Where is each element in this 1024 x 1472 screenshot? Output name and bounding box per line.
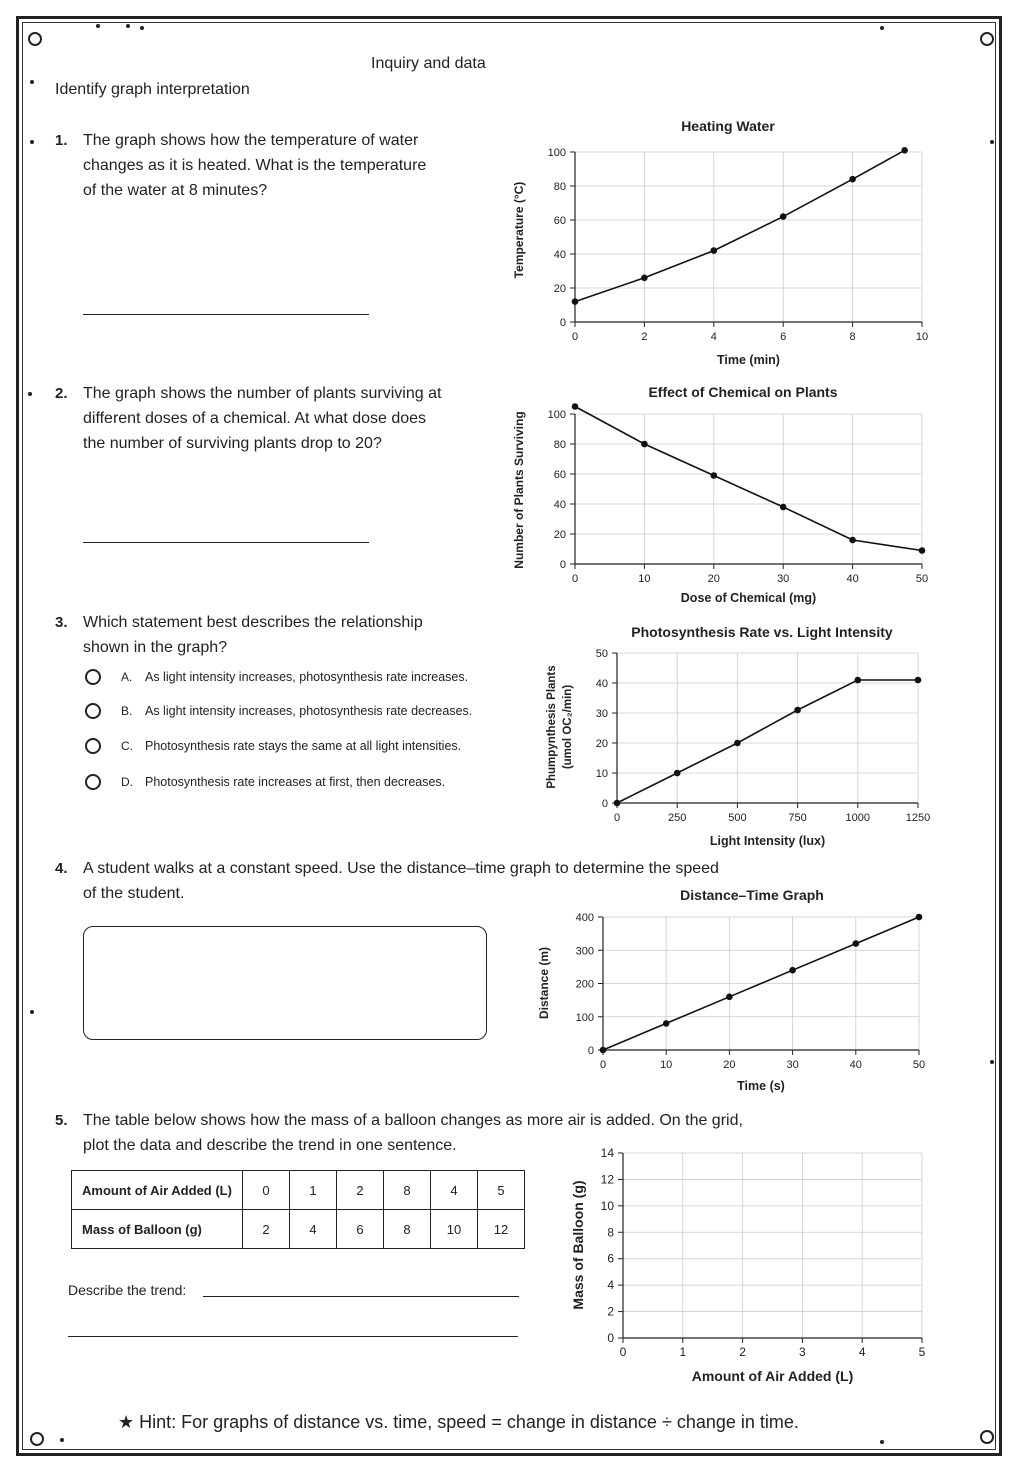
distance-time-x-tick-label: 40 [849,1059,862,1071]
heating-water-chart-title: Heating Water [681,118,775,134]
chemical-effect-x-tick-label: 20 [707,573,720,585]
heating-water-x-axis-label: Time (min) [717,353,780,367]
heating-water-y-tick-label: 0 [559,317,566,329]
border-dot [30,140,34,144]
chemical-effect-x-tick-label: 10 [638,573,651,585]
border-dot [60,1438,64,1442]
question-line: shown in the graph? [83,639,228,656]
table-cell: 10 [431,1210,478,1249]
row-header: Amount of Air Added (L) [72,1171,243,1210]
table-row [72,1210,525,1249]
question-line: A student walks at a constant speed. Use the distance–time graph to determine the speed [83,860,719,877]
chemical-effect-x-tick-label: 30 [777,573,790,585]
balloon-mass-x-axis-label: Amount of Air Added (L) [691,1368,854,1384]
answer-line[interactable] [203,1296,519,1297]
question-number: 4. [55,860,68,877]
star-icon: ★ [118,1412,135,1432]
heating-water-y-tick-label: 40 [553,249,566,261]
distance-time-y-axis-label: Distance (m) [537,946,551,1020]
balloon-mass-y-tick-label: 6 [607,1251,614,1266]
border-dot [30,1010,34,1014]
page-subtitle: Identify graph interpretation [55,81,250,98]
photosynthesis-x-tick-label: 1000 [845,812,871,824]
balloon-mass-y-tick-label: 14 [600,1146,614,1160]
chemical-effect-x-tick-label: 0 [571,573,579,585]
row-header: Mass of Balloon (g) [72,1210,243,1249]
question-number: 2. [55,385,68,402]
photosynthesis-y-tick-label: 10 [595,768,608,780]
question-line: The graph shows how the temperature of water [83,132,419,149]
heating-water-y-tick-label: 80 [553,181,566,193]
corner-ornament [980,1430,994,1444]
balloon-mass-y-tick-label: 0 [607,1331,614,1345]
balloon-mass-x-tick-label: 5 [918,1345,926,1359]
question-line: changes as it is heated. What is the temperature [83,157,427,174]
balloon-mass-y-tick-label: 12 [600,1172,614,1187]
photosynthesis-x-tick-label: 0 [613,812,621,824]
option-a-radio[interactable] [85,669,101,685]
photosynthesis-x-tick-label: 750 [788,812,807,824]
question-number: 5. [55,1112,68,1129]
photosynthesis-x-axis-label: Light Intensity (lux) [709,834,826,848]
photosynthesis-y-tick-label: 0 [601,798,608,810]
answer-box[interactable] [83,926,487,1040]
chemical-effect-x-tick-label: 50 [915,573,929,585]
photosynthesis-y-tick-label: 20 [595,738,608,750]
question-line: of the student. [83,885,185,902]
border-dot [880,1440,884,1444]
border-dot [990,140,994,144]
balloon-mass-y-axis-label: Mass of Balloon (g) [570,1180,586,1310]
table-row [72,1171,525,1210]
balloon-mass-x-tick-label: 1 [679,1345,687,1359]
balloon-mass-y-tick-label: 10 [600,1198,614,1213]
chemical-effect-y-tick-label: 100 [547,409,566,421]
table-cell: 2 [337,1171,384,1210]
table-cell: 4 [431,1171,478,1210]
balloon-mass-x-tick-label: 0 [619,1345,627,1359]
option-c-text: Photosynthesis rate stays the same at all light intensities. [145,739,462,753]
heating-water-x-tick-label: 0 [571,331,579,343]
table-cell: 6 [337,1210,384,1249]
table-cell: 5 [478,1171,525,1210]
photosynthesis-y-tick-label: 50 [595,648,608,660]
table-cell: 4 [290,1210,337,1249]
balloon-mass-x-tick-label: 3 [799,1345,806,1359]
option-a-letter: A. [121,670,133,684]
chemical-effect-y-tick-label: 40 [553,499,566,511]
photosynthesis-x-tick-label: 250 [668,812,687,824]
question-line: different doses of a chemical. At what dose does [83,410,427,427]
distance-time-x-axis-label: Time (s) [737,1079,785,1093]
answer-line[interactable] [68,1336,518,1337]
photosynthesis-x-tick-label: 500 [728,812,747,824]
photosynthesis-x-tick-label: 1250 [905,812,931,824]
photosynthesis-y-axis-label: Phumpynthesis Plants [546,665,558,789]
photosynthesis-y-tick-label: 30 [595,708,608,720]
border-dot [990,1060,994,1064]
photosynthesis-chart-title: Photosynthesis Rate vs. Light Intensity [631,624,893,640]
heating-water-y-axis-label: Temperature (°C) [512,181,526,279]
option-c-letter: C. [121,739,133,753]
chemical-effect-x-axis-label: Dose of Chemical (mg) [680,591,817,605]
table-cell: 2 [243,1210,290,1249]
distance-time-y-tick-label: 100 [575,1011,594,1024]
heating-water-x-tick-label: 6 [780,331,787,343]
question-number: 1. [55,132,68,149]
data-table [71,1170,525,1249]
border-dot [96,24,100,28]
border-dot [30,80,34,84]
table-cell: 8 [384,1171,431,1210]
heating-water-y-tick-label: 60 [553,215,566,227]
chemical-effect-y-tick-label: 0 [559,559,566,571]
page-title: Inquiry and data [371,55,486,72]
question-text [83,381,441,456]
question-number: 3. [55,614,68,631]
heating-water-x-tick-label: 4 [710,331,717,343]
option-c-radio[interactable] [85,738,101,754]
corner-ornament [980,32,994,46]
table-cell: 8 [384,1210,431,1249]
answer-line[interactable] [83,314,369,315]
chemical-effect-chart-title: Effect of Chemical on Plants [648,384,838,400]
chemical-effect-y-tick-label: 80 [553,439,566,451]
distance-time-y-tick-label: 200 [575,978,594,991]
heating-water-x-tick-label: 2 [641,331,648,343]
border-dot [140,26,144,30]
heating-water-x-tick-label: 10 [915,331,929,343]
question-text [83,128,426,203]
heating-water-x-tick-label: 8 [849,331,856,343]
balloon-mass-y-tick-label: 8 [607,1225,614,1240]
border-dot [126,24,130,28]
border-dot [28,392,32,396]
question-line: plot the data and describe the trend in one sentence. [83,1137,457,1154]
option-b-radio[interactable] [85,703,101,719]
question-line: the number of surviving plants drop to 20? [83,435,382,452]
border-dot [880,26,884,30]
option-d-letter: D. [121,775,133,789]
question-text [83,610,423,660]
corner-ornament [28,32,42,46]
photosynthesis-y-axis-label: (umol OC₂/min) [562,684,574,770]
chemical-effect-y-tick-label: 60 [553,469,566,481]
option-b-letter: B. [121,704,133,718]
heating-water-y-tick-label: 20 [553,283,566,295]
heating-water-y-tick-label: 100 [547,147,566,159]
option-b-text: As light intensity increases, photosynthesis rate decreases. [145,704,473,718]
question-text [83,856,719,906]
distance-time-chart-title: Distance–Time Graph [680,887,824,903]
question-text [83,1108,743,1158]
chemical-effect-y-axis-label: Number of Plants Surviving [512,411,526,569]
distance-time-x-tick-label: 20 [723,1059,736,1071]
balloon-mass-x-tick-label: 2 [739,1345,746,1359]
distance-time-x-tick-label: 0 [599,1059,607,1071]
photosynthesis-y-tick-label: 40 [595,678,608,690]
question-line: The table below shows how the mass of a balloon changes as more air is added. On the grid, [83,1112,743,1129]
balloon-mass-y-tick-label: 2 [607,1304,614,1319]
distance-time-x-tick-label: 30 [786,1059,799,1071]
chemical-effect-y-tick-label: 20 [553,529,566,541]
question-line: The graph shows the number of plants surviving at [83,385,442,402]
distance-time-y-tick-label: 400 [575,912,594,924]
chemical-effect-x-tick-label: 40 [846,573,859,585]
question-line: of the water at 8 minutes? [83,182,268,199]
option-d-radio[interactable] [85,774,101,790]
hint [118,1412,799,1433]
corner-ornament [30,1432,44,1446]
distance-time-y-tick-label: 0 [587,1045,594,1057]
distance-time-x-tick-label: 50 [912,1059,926,1071]
answer-line[interactable] [83,542,369,543]
balloon-mass-x-tick-label: 4 [858,1345,866,1359]
question-line: Which statement best describes the relationship [83,614,423,631]
table-cell: 12 [478,1210,525,1249]
table-cell: 1 [290,1171,337,1210]
hint-text: Hint: For graphs of distance vs. time, speed = change in distance ÷ change in time. [139,1412,799,1432]
describe-label: Describe the trend: [68,1282,187,1298]
option-d-text: Photosynthesis rate increases at first, then decreases. [145,775,446,789]
distance-time-y-tick-label: 300 [575,945,594,958]
option-a-text: As light intensity increases, photosynthesis rate increases. [145,670,469,684]
distance-time-x-tick-label: 10 [660,1059,673,1071]
table-cell: 0 [243,1171,290,1210]
balloon-mass-y-tick-label: 4 [607,1278,614,1293]
